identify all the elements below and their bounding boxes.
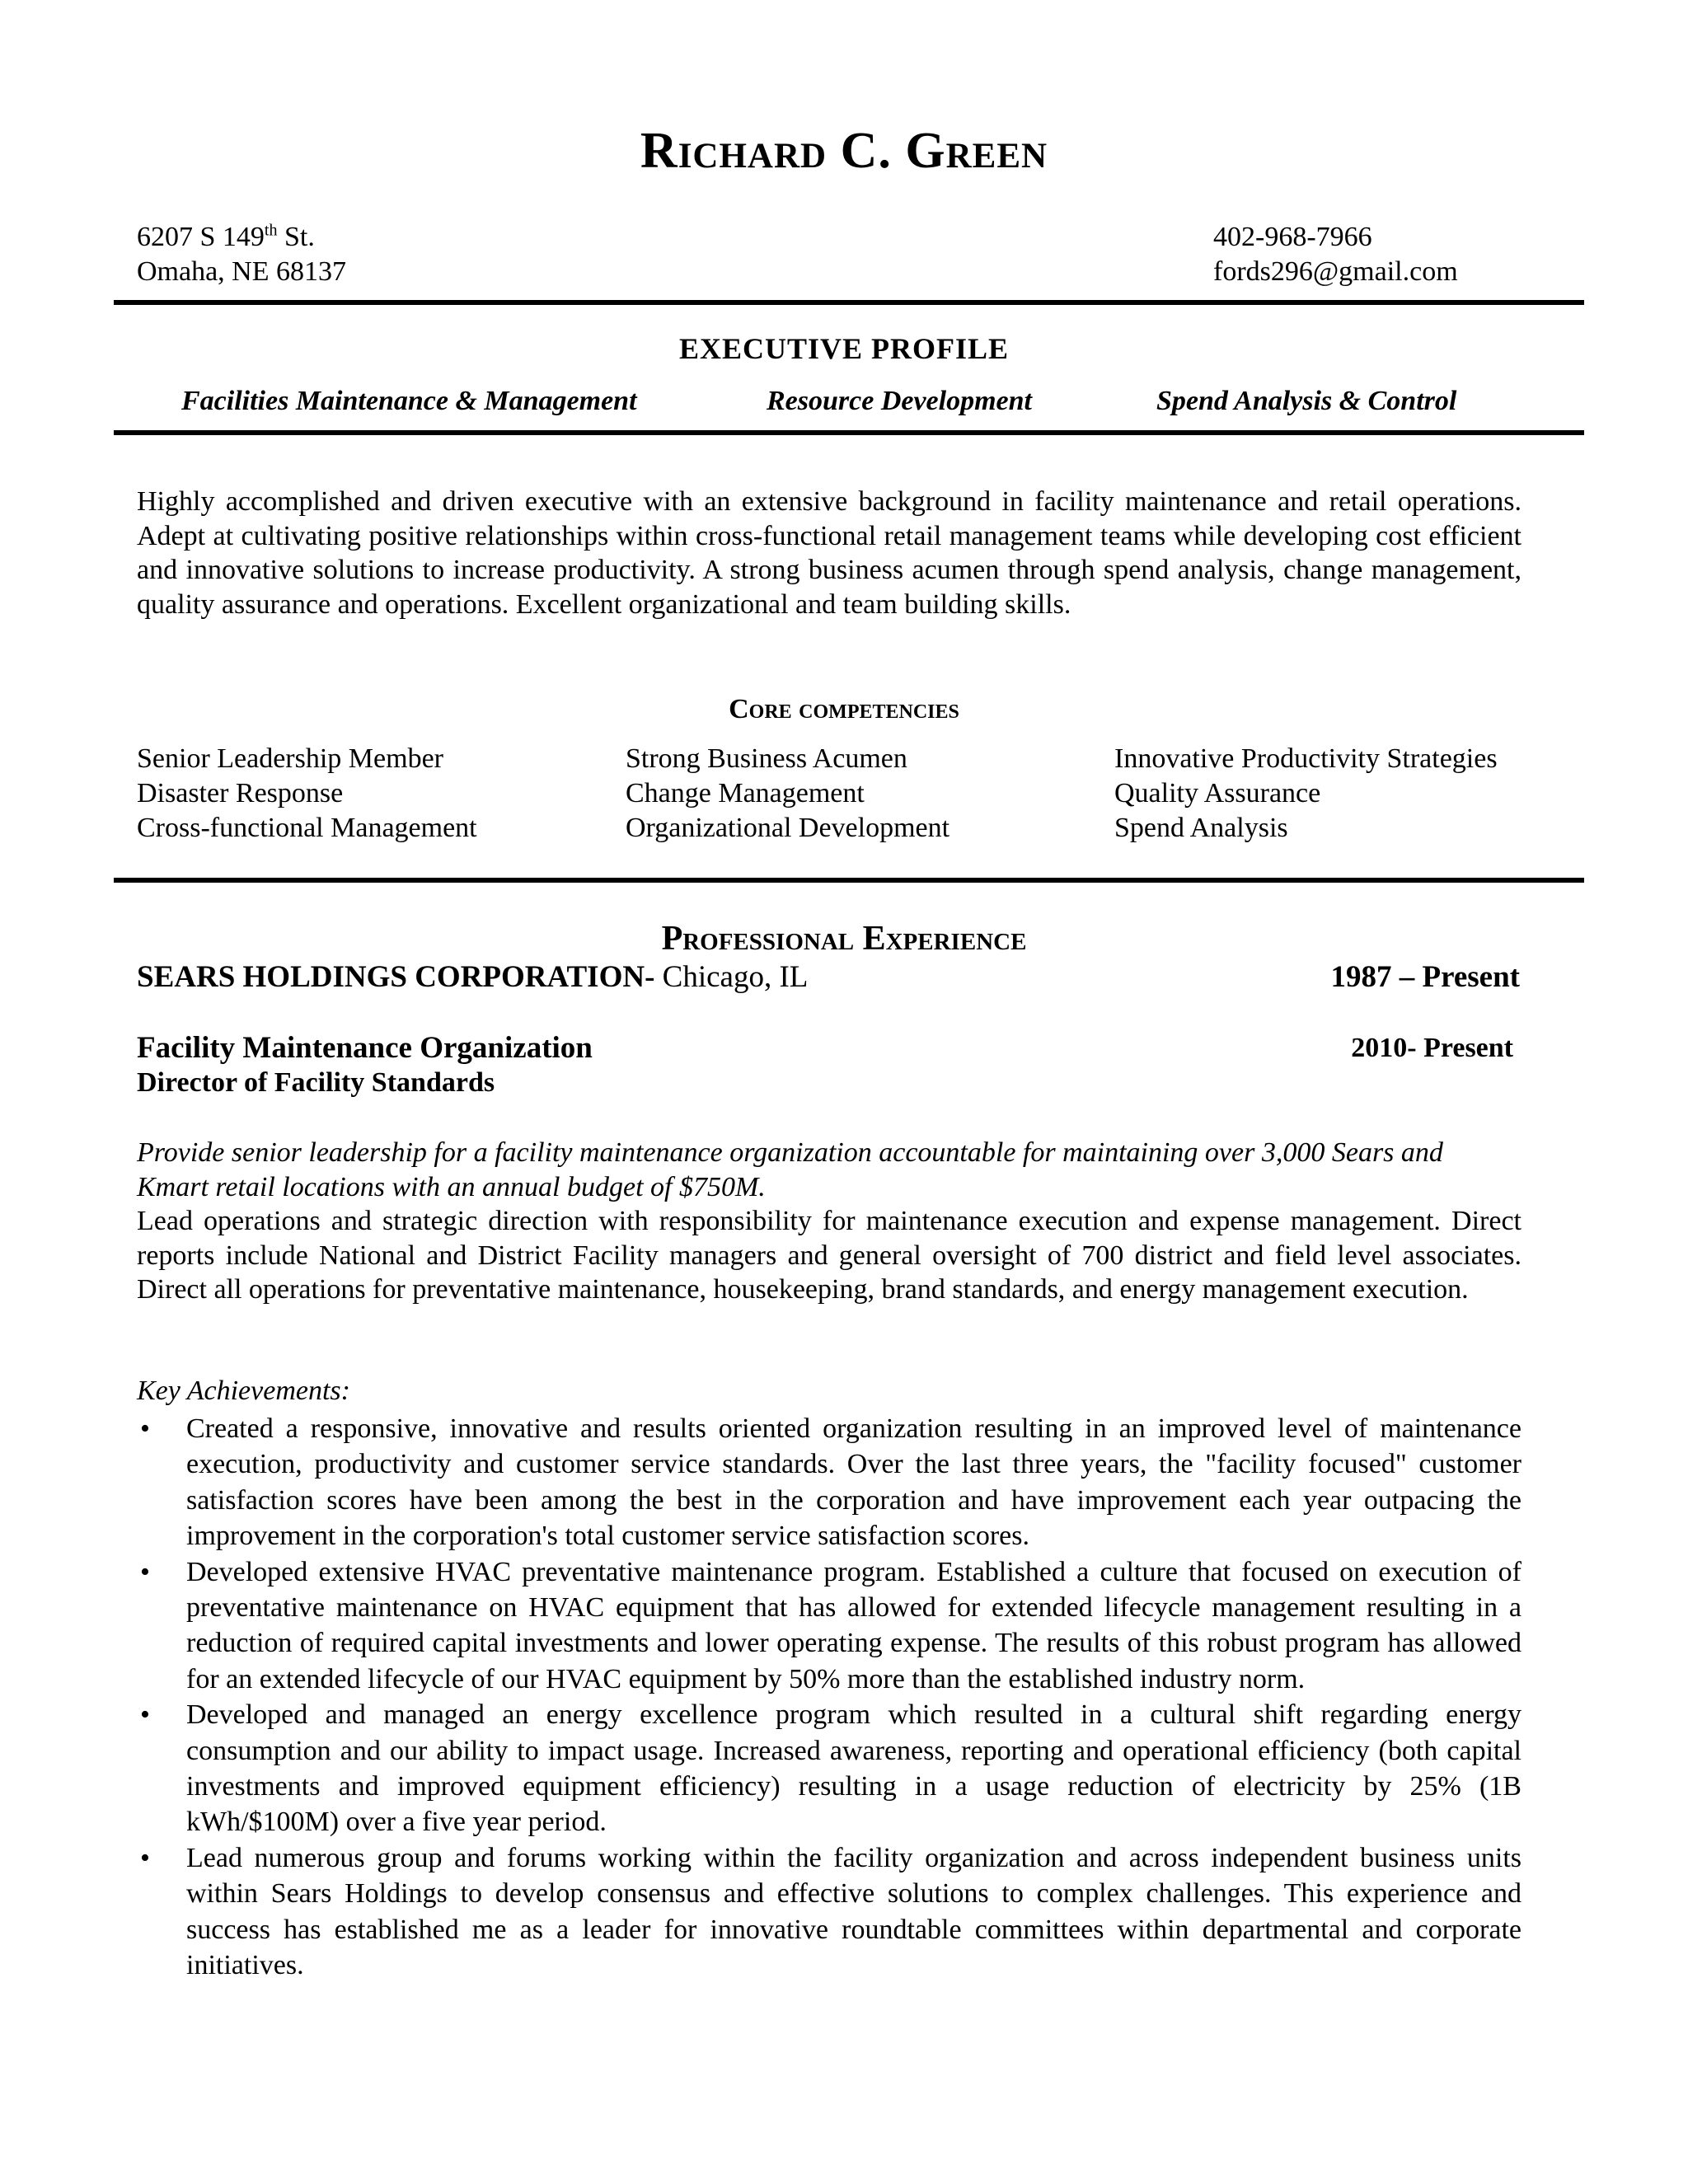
core-competencies-heading: Core competencies [729,694,959,724]
competency-item: Cross-functional Management [137,813,477,843]
professional-experience-heading: Professional Experience [661,920,1027,958]
company-name: SEARS HOLDINGS CORPORATION- [137,960,655,994]
bullet-icon: • [140,1413,150,1444]
list-item [137,1554,1522,1698]
role-scope-summary: Provide senior leadership for a facility maintenance organization accountable for maintaining over 3,000 Sears and Kmart retail locations with an annual budget of $750M. [137,1137,1443,1202]
address-ordinal-suffix: th [264,221,278,240]
profile-tag-spend: Spend Analysis & Control [1156,386,1457,416]
competency-item: Strong Business Acumen [626,743,907,774]
address-line-2: Omaha, NE 68137 [137,256,347,287]
bullet-icon: • [140,1842,150,1873]
profile-tag-resource: Resource Development [767,386,1032,416]
email-address: fords296@gmail.com [1213,256,1458,287]
address-street-number: 6207 S 149 [137,222,265,252]
division-name: Facility Maintenance Organization [137,1031,593,1065]
bullet-icon: • [140,1699,150,1731]
address-line-1 [137,220,346,255]
executive-profile-heading: EXECUTIVE PROFILE [678,332,1010,365]
divider-profile [114,430,1584,435]
competency-item: Quality Assurance [1114,778,1321,808]
company-line [137,959,808,995]
competency-column-3 [1114,742,1498,846]
competency-item: Spend Analysis [1114,813,1288,843]
list-item [137,1840,1522,1984]
divider-top [114,300,1584,305]
list-item [137,1411,1522,1554]
role-scope [137,1136,1522,1307]
achievement-text: Lead numerous group and forums working within the facility organization and across independent business units within Sears Holdings to develop consensus and effective solutions to complex challenges. This experience and success has established me as a leader for innovative roundtable committees within departmental and corporate initiatives. [186,1842,1522,1981]
competency-item: Organizational Development [626,813,950,843]
company-dates: 1987 – Present [1330,960,1520,994]
divider-experience [114,878,1584,883]
competency-item: Senior Leadership Member [137,743,443,774]
contact-block [1213,220,1458,289]
achievement-text: Developed and managed an energy excellence program which resulted in a cultural shift regarding energy consumption and our ability to impact usage. Increased awareness, reporting and operational efficiency (both capital investments and improved equipment efficiency) resulting in a usage reduction of electricity by 25% (1B kWh/$100M) over a five year period. [186,1699,1522,1838]
competency-column-2 [626,742,950,846]
company-location: Chicago, IL [654,960,809,994]
key-achievements-label: Key Achievements: [137,1376,350,1406]
competency-item: Innovative Productivity Strategies [1114,743,1498,774]
competency-item: Disaster Response [137,778,344,808]
division-dates: 2010- Present [1351,1033,1513,1063]
profile-summary: Highly accomplished and driven executive with an extensive background in facility maintenance and retail operations. Adept at cultivating positive relationships within cross-functional retail management teams while developing cost efficient and innovative solutions to increase productivity. A strong business acumen through spend analysis, change management, quality assurance and operations. Excellent organizational and team building skills. [137,486,1522,620]
achievement-text: Created a responsive, innovative and results oriented organization resulting in an improved level of maintenance execution, productivity and customer service standards. Over the last three years, the "facility focused" customer satisfaction scores have been among the best in the corporation and have improvement each year outpacing the improvement in the corporation's total customer service satisfaction scores. [186,1413,1522,1552]
profile-tag-facilities: Facilities Maintenance & Management [181,386,637,416]
list-item [137,1697,1522,1840]
job-title: Director of Facility Standards [137,1067,495,1098]
bullet-icon: • [140,1556,150,1587]
achievement-text: Developed extensive HVAC preventative maintenance program. Established a culture that focused on execution of preventative maintenance on HVAC equipment that has allowed for extended lifecycle management resulting in a reduction of required capital investments and lower operating expense. The results of this robust program has allowed for an extended lifecycle of our HVAC equipment by 50% more than the established industry norm. [186,1556,1522,1694]
achievements-list [137,1411,1522,1984]
competency-item: Change Management [626,778,865,808]
candidate-name: Richard C. Green [640,123,1048,179]
address-block [137,220,346,289]
phone-number: 402-968-7966 [1213,222,1372,252]
role-scope-details: Lead operations and strategic direction with responsibility for maintenance execution and expense management. Direct reports include National and District Facility managers and general oversight of 700 district and field level associates. Direct all operations for preventative maintenance, housekeeping, brand standards, and energy management execution. [137,1206,1522,1305]
address-street-suffix: St. [277,222,315,252]
competency-column-1 [137,742,477,846]
